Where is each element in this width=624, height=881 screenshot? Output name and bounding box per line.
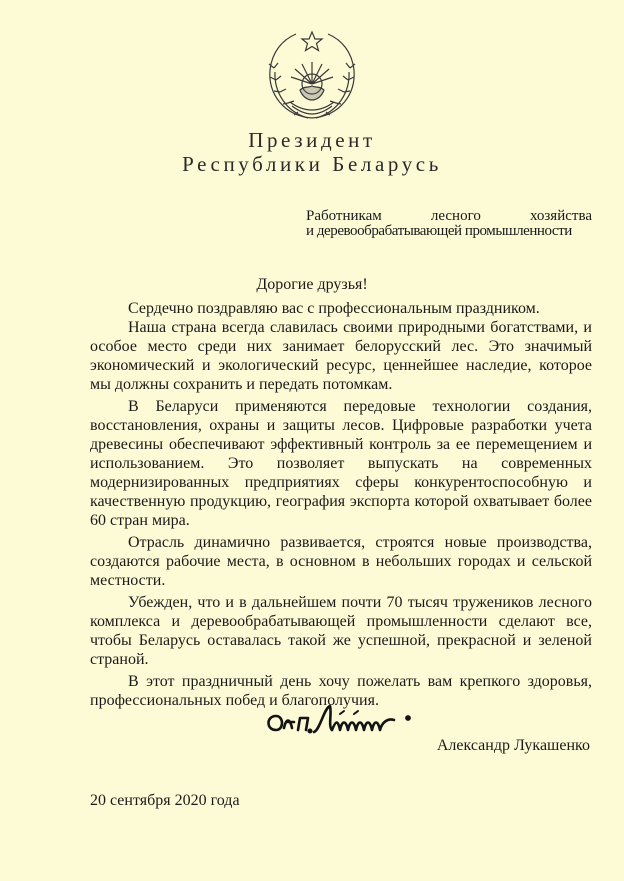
state-emblem-icon xyxy=(262,28,362,124)
addressee-line-1: Работникам лесного хозяйства xyxy=(306,208,592,224)
paragraph: Наша страна всегда славилась своими природными богатствами, и особое место среди них занимает белорусский лес. Это значимый экономический и экологический ресурс, ценнейшее наследие, которое мы должны сохранить и передать потомкам. xyxy=(90,319,592,393)
paragraph: В Беларуси применяются передовые технологии создания, восстановления, охраны и защиты лесов. Цифровые разработки учета древесины обеспечивают эффективный контроль за ее перемещением и использованием. Это позволяет выпускать на современных модернизированных предприятиях сферы конкурентоспособную и качественную продукцию, география экспорта которой охватывает более 60 стран мира. xyxy=(90,398,592,529)
greeting: Дорогие друзья! xyxy=(256,276,368,293)
handwritten-signature-icon xyxy=(262,700,442,744)
addressee-block xyxy=(306,209,592,239)
letterhead-subtitle: Республики Беларусь xyxy=(182,152,442,176)
addressee-line-2: и деревообрабатывающей промышленности xyxy=(306,223,572,239)
paragraph: В этот праздничный день хочу пожелать вам крепкого здоровья, профессиональных побед и благополучия. xyxy=(90,673,592,709)
paragraph: Отрасль динамично развивается, строятся новые производства, создаются рабочие места, в основном в небольших городах и сельской местности. xyxy=(90,534,592,589)
letterhead-title: Президент xyxy=(248,128,376,152)
letter-body xyxy=(90,299,592,710)
paragraph: Сердечно поздравляю вас с профессиональным праздником. xyxy=(128,300,540,317)
signer-name: Александр Лукашенко xyxy=(436,737,590,754)
letter-date: 20 сентября 2020 года xyxy=(90,792,240,809)
paragraph: Убежден, что и в дальнейшем почти 70 тысяч тружеников лесного комплекса и деревообрабатывающей промышленности сделают все, чтобы Беларусь оставалась такой же успешной, прекрасной и зеленой страной. xyxy=(90,594,592,668)
